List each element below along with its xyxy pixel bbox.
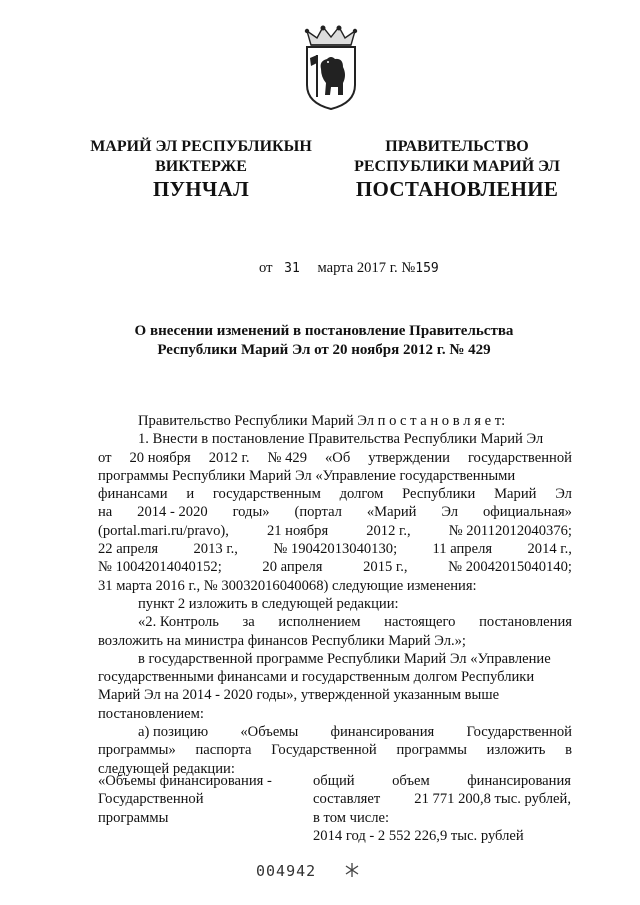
header-left-line1: МАРИЙ ЭЛ РЕСПУБЛИКЫН	[90, 138, 312, 155]
program-intro-line2: государственными финансами и государственным долгом Республики	[98, 669, 535, 686]
table-left-line1: «Объемы финансирования -	[98, 773, 272, 789]
date-line	[259, 259, 439, 278]
title-line1: О внесении изменений в постановление Правительства	[134, 323, 514, 339]
header-left-line2: ВИКТЕРЖЕ	[155, 158, 247, 175]
financing-table-left	[98, 772, 298, 827]
item1-line2: от 20 ноября 2012 г. № 429 «Об утверждении государственной	[98, 449, 572, 466]
table-right-line3: в том числе:	[313, 809, 390, 826]
date-prefix: от	[259, 260, 273, 276]
financing-table-right	[313, 772, 571, 845]
program-intro-line3: Марий Эл на 2014 - 2020 годы», утвержденной указанным выше	[98, 687, 500, 704]
header-left-doc-type: ПУНЧАЛ	[152, 177, 250, 201]
item1-line9: 31 марта 2016 г., № 30032016040068) следующие изменения:	[98, 577, 477, 594]
point2-intro: пункт 2 изложить в следующей редакции:	[138, 595, 399, 612]
point2-quote-line2: возложить на министра финансов Республики Марий Эл.»;	[98, 632, 466, 649]
subitem-a-line3: следующей редакции:	[98, 760, 235, 777]
document-title	[96, 322, 552, 360]
header-left	[86, 137, 316, 177]
item1-line3: программы Республики Марий Эл «Управление государственными	[98, 467, 516, 484]
header-right	[346, 137, 568, 177]
subitem-a-line1: а) позицию «Объемы финансирования Государственной	[138, 724, 572, 741]
table-right-line2: составляет 21 771 200,8 тыс. рублей,	[313, 791, 571, 808]
title-line2: Республики Марий Эл от 20 ноября 2012 г. № 429	[157, 342, 491, 358]
program-intro-line1: в государственной программе Республики Марий Эл «Управление	[138, 650, 551, 667]
item1-line5: на 2014 - 2020 годы» (портал «Марий Эл официальная»	[98, 504, 572, 521]
header-right-doc-type: ПОСТАНОВЛЕНИЕ	[355, 177, 559, 201]
date-month-year: марта 2017 г. №	[317, 260, 416, 276]
preamble: Правительство Республики Марий Эл п о с т а н о в л я е т:	[138, 413, 506, 429]
table-left-line3: программы	[98, 809, 169, 826]
item1-line6: (portal.mari.ru/pravo), 21 ноября 2012 г., № 20112012040376;	[98, 522, 572, 539]
date-day: 31	[284, 261, 300, 276]
item1-line4: финансами и государственным долгом Республики Марий Эл	[98, 486, 572, 503]
asterisk-mark-icon	[344, 862, 360, 878]
program-intro-line4: постановлением:	[98, 705, 204, 722]
header-right-line1: ПРАВИТЕЛЬСТВО	[385, 138, 529, 155]
table-left-line2: Государственной	[98, 791, 204, 808]
table-right-line1: общий объем финансирования	[313, 773, 571, 789]
date-number: 159	[415, 261, 439, 276]
item1-line7: 22 апреля 2013 г., № 19042013040130; 11 апреля 2014 г.,	[98, 541, 572, 558]
header-right-line2: РЕСПУБЛИКИ МАРИЙ ЭЛ	[354, 158, 560, 175]
item1-line8: № 10042014040152; 20 апреля 2015 г., № 20042015040140;	[98, 559, 572, 576]
form-serial-number: 004942	[256, 862, 317, 880]
point2-quote-line1: «2. Контроль за исполнением настоящего постановления	[138, 614, 572, 631]
crown-icon	[306, 26, 357, 45]
item1-line1: 1. Внести в постановление Правительства Республики Марий Эл	[138, 431, 544, 448]
subitem-a-line2: программы» паспорта Государственной программы изложить в	[98, 742, 572, 759]
document-body	[98, 412, 572, 778]
coat-of-arms-emblem	[297, 25, 365, 111]
table-right-line4: 2014 год - 2 552 226,9 тыс. рублей	[313, 827, 524, 844]
